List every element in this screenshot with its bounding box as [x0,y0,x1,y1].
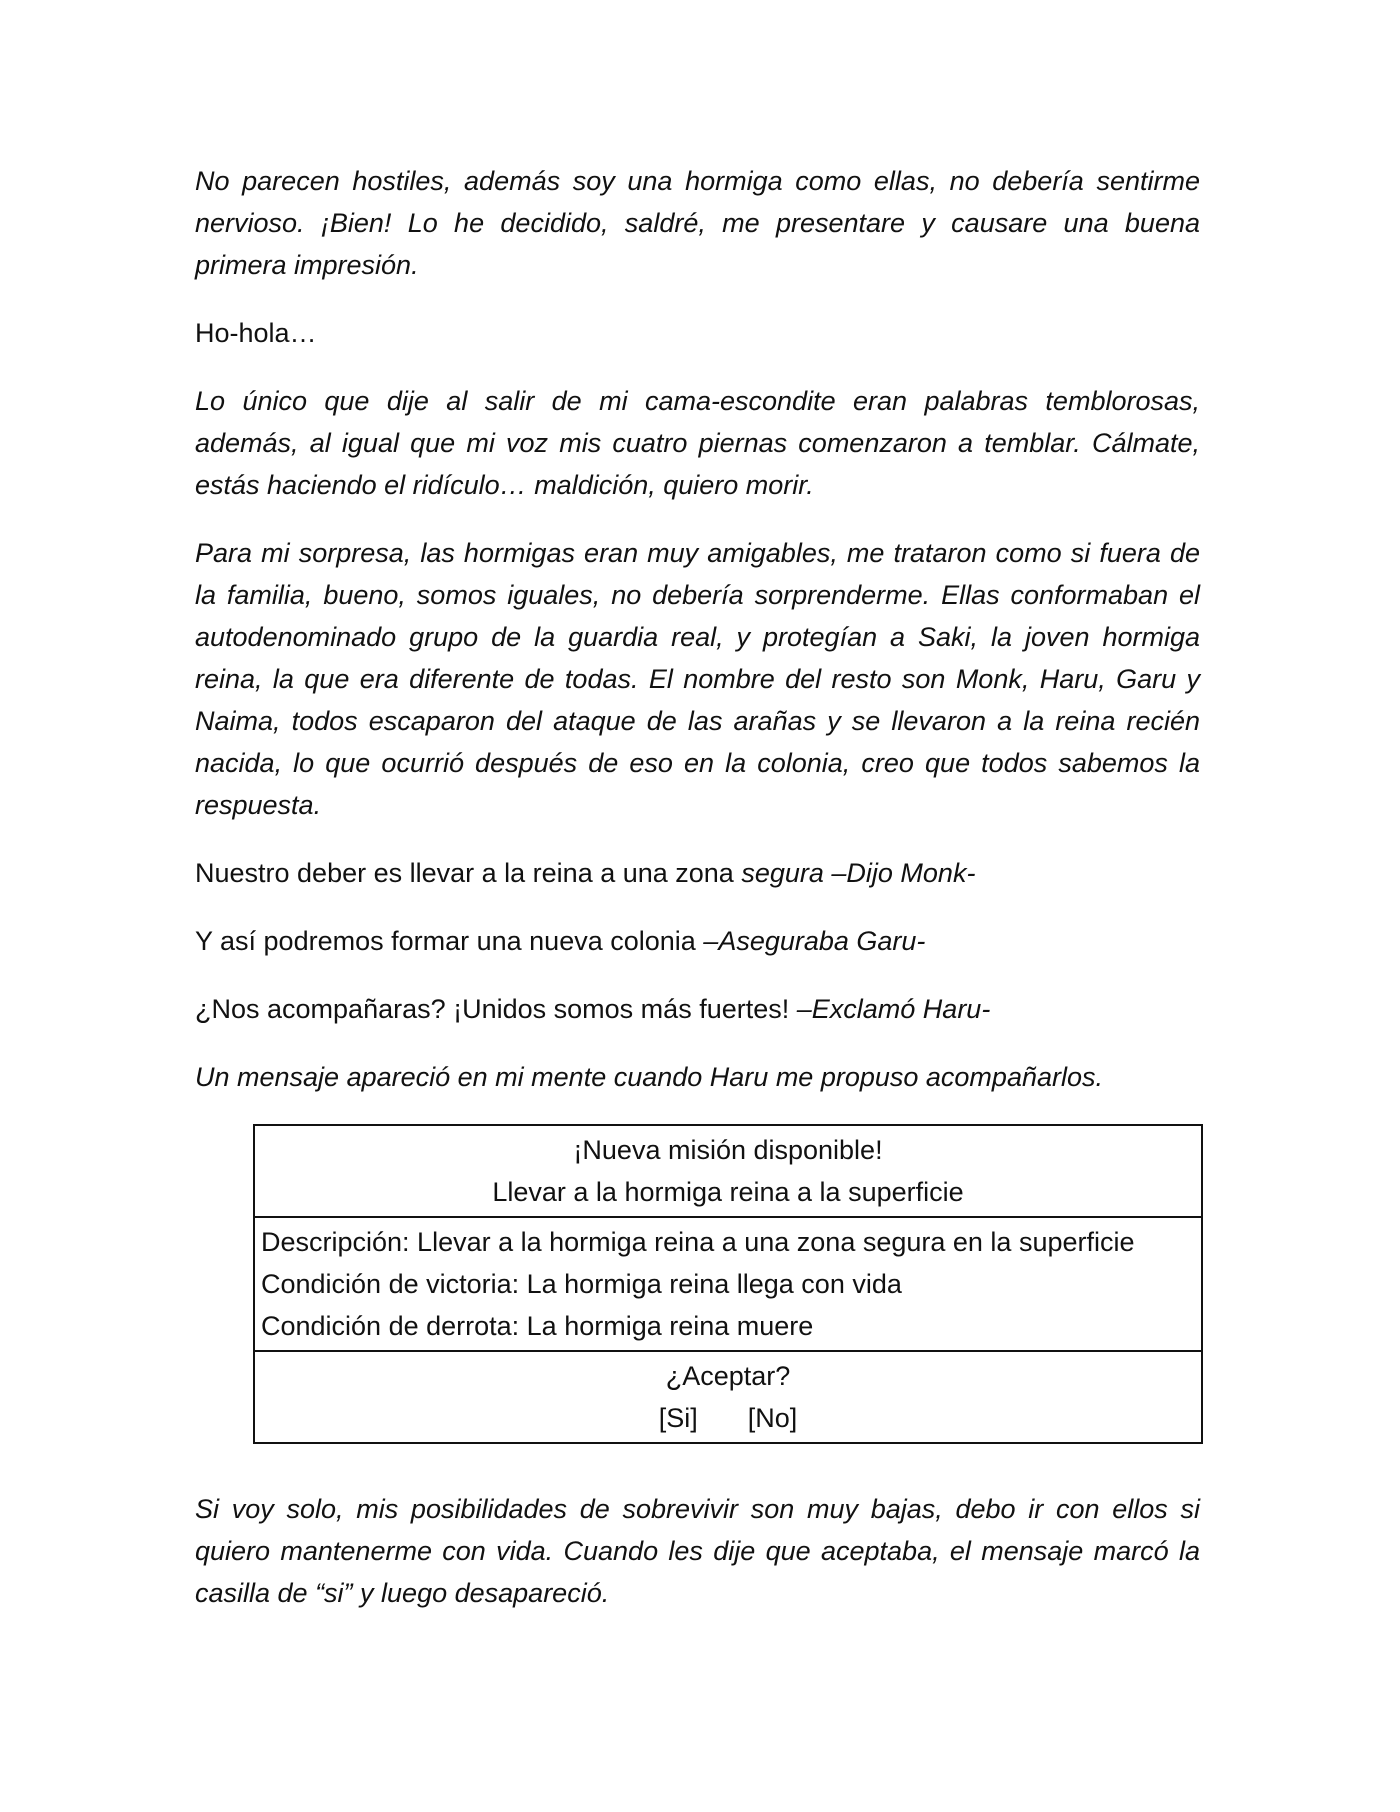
dialogue-haru-tag: –Exclamó Haru- [796,994,991,1024]
paragraph-greeting: Ho-hola… [195,318,317,348]
mission-subtitle: Llevar a la hormiga reina a la superficie [492,1177,964,1207]
dialogue-monk [195,852,1200,894]
dialogue-haru [195,988,1200,1030]
mission-defeat-condition: Condición de derrota: La hormiga reina muere [261,1311,814,1341]
document-page [195,160,1200,1640]
dialogue-garu-tag: –Aseguraba Garu- [703,926,926,956]
dialogue-garu-speech: Y así podremos formar una nueva colonia [195,926,704,956]
mission-description: Descripción: Llevar a la hormiga reina a una zona segura en la superficie [261,1227,1135,1257]
mission-accept-prompt: ¿Aceptar? [665,1361,791,1391]
mission-header [255,1126,1201,1216]
accept-no-button[interactable]: [No] [747,1403,798,1433]
mission-details [255,1216,1201,1350]
dialogue-garu [195,920,1200,962]
dialogue-monk-speech: Nuestro deber es llevar a la reina a una zona [195,858,742,888]
mission-title: ¡Nueva misión disponible! [573,1135,883,1165]
dialogue-haru-speech: ¿Nos acompañaras? ¡Unidos somos más fuertes! [195,994,797,1024]
paragraph-closing: Si voy solo, mis posibilidades de sobrevivir son muy bajas, debo ir con ellos si quiero mantenerme con vida. Cuando les dije que aceptaba, el mensaje marcó la casilla de “si” y luego desapareció. [195,1494,1200,1608]
paragraph-message-appeared: Un mensaje apareció en mi mente cuando Haru me propuso acompañarlos. [195,1062,1103,1092]
mission-box [253,1124,1203,1444]
paragraph-royal-guard: Para mi sorpresa, las hormigas eran muy amigables, me trataron como si fuera de la familia, bueno, somos iguales, no debería sorprenderme. Ellas conformaban el autodenominado grupo de la guardia real, y protegían a Saki, la joven hormiga reina, la que era diferente de todas. El nombre del resto son Monk, Haru, Garu y Naima, todos escaparon del ataque de las arañas y se llevaron a la reina recién nacida, lo que ocurrió después de eso en la colonia, creo que todos sabemos la respuesta. [195,538,1200,820]
mission-victory-condition: Condición de victoria: La hormiga reina llega con vida [261,1269,902,1299]
mission-choices [261,1397,1195,1439]
paragraph-trembling: Lo único que dije al salir de mi cama-escondite eran palabras temblorosas, además, al igual que mi voz mis cuatro piernas comenzaron a temblar. Cálmate, estás haciendo el ridículo… maldición, quiero morir. [195,386,1200,500]
dialogue-monk-tag: segura –Dijo Monk- [741,858,976,888]
mission-accept-section [255,1350,1201,1442]
paragraph-nervous-thoughts: No parecen hostiles, además soy una hormiga como ellas, no debería sentirme nervioso. ¡Bien! Lo he decidido, saldré, me presentare y causare una buena primera impresión. [195,166,1200,280]
accept-yes-button[interactable]: [Si] [658,1403,698,1433]
